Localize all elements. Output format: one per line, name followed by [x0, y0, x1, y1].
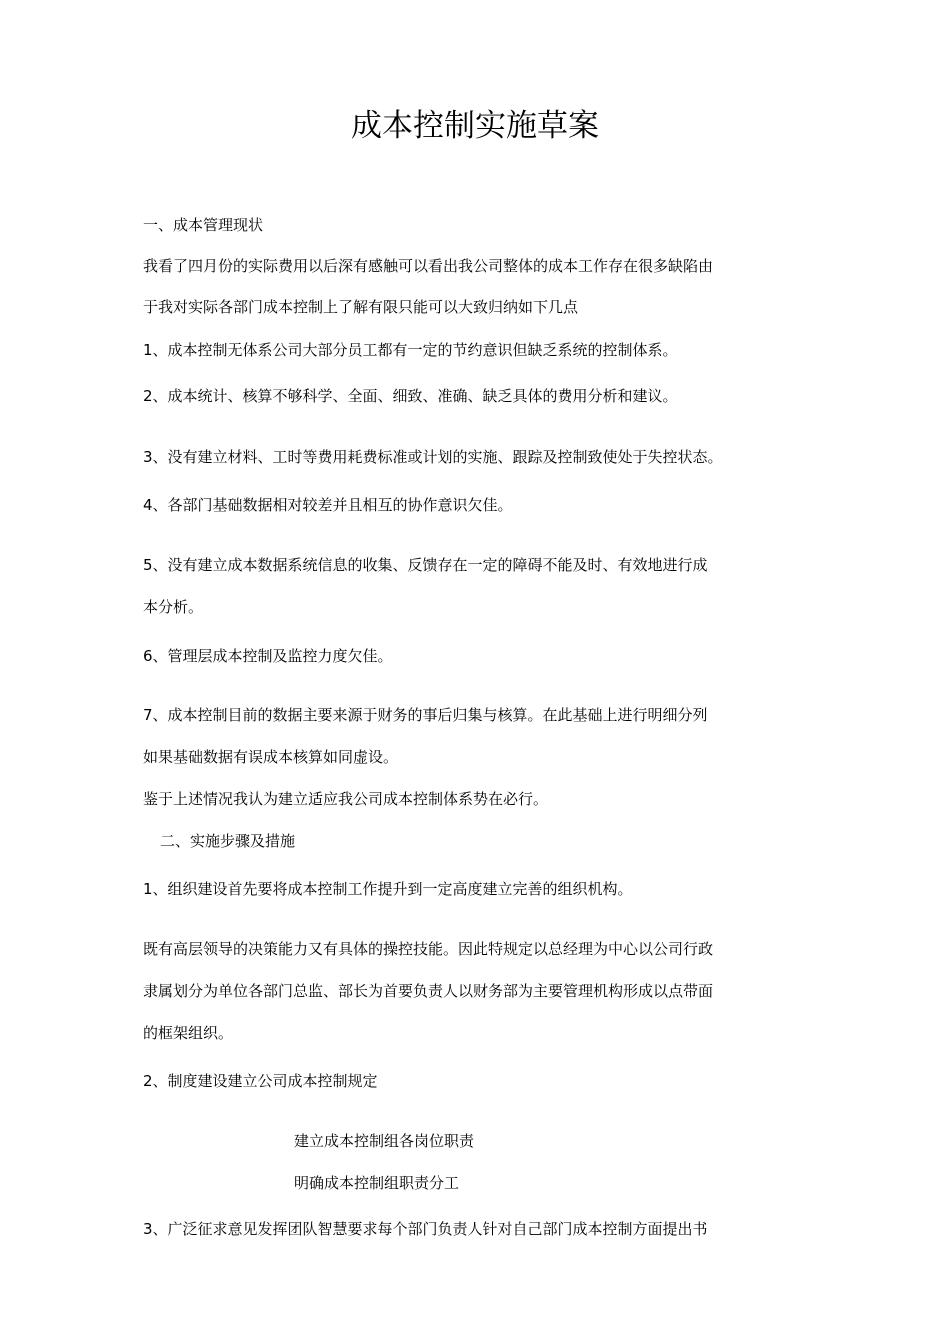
step-item-2: 2、制度建设建立公司成本控制规定 — [143, 1072, 378, 1090]
list-item-5-continued: 本分析。 — [143, 598, 204, 616]
document-title: 成本控制实施草案 — [351, 108, 599, 144]
list-item-4: 4、各部门基础数据相对较差并且相互的协作意识欠佳。 — [143, 496, 513, 514]
sub-item: 建立成本控制组各岗位职责 — [294, 1132, 475, 1150]
sub-item: 明确成本控制组职责分工 — [294, 1174, 460, 1192]
paragraph-line: 的框架组织。 — [143, 1024, 234, 1042]
step-item-3: 3、广泛征求意见发挥团队智慧要求每个部门负责人针对自己部门成本控制方面提出书 — [143, 1220, 708, 1238]
paragraph-line: 鉴于上述情况我认为建立适应我公司成本控制体系势在必行。 — [143, 790, 549, 808]
list-item-7: 7、成本控制目前的数据主要来源于财务的事后归集与核算。在此基础上进行明细分列 — [143, 706, 708, 724]
step-item-1: 1、组织建设首先要将成本控制工作提升到一定高度建立完善的组织机构。 — [143, 880, 633, 898]
paragraph-line: 隶属划分为单位各部门总监、部长为首要负责人以财务部为主要管理机构形成以点带面 — [143, 982, 714, 1000]
list-item-1: 1、成本控制无体系公司大部分员工都有一定的节约意识但缺乏系统的控制体系。 — [143, 341, 678, 359]
list-item-7-continued: 如果基础数据有误成本核算如同虚设。 — [143, 748, 399, 766]
paragraph-line: 既有高层领导的决策能力又有具体的操控技能。因此特规定以总经理为中心以公司行政 — [143, 940, 714, 958]
section-heading-current-status: 一、成本管理现状 — [143, 216, 264, 234]
paragraph-line: 于我对实际各部门成本控制上了解有限只能可以大致归纳如下几点 — [143, 298, 579, 316]
list-item-3: 3、没有建立材料、工时等费用耗费标准或计划的实施、跟踪及控制致使处于失控状态。 — [143, 448, 723, 466]
list-item-6: 6、管理层成本控制及监控力度欠佳。 — [143, 647, 393, 665]
list-item-2: 2、成本统计、核算不够科学、全面、细致、准确、缺乏具体的费用分析和建议。 — [143, 387, 678, 405]
section-heading-steps: 二、实施步骤及措施 — [160, 832, 296, 850]
paragraph-line: 我看了四月份的实际费用以后深有感触可以看出我公司整体的成本工作存在很多缺陷由 — [143, 257, 714, 275]
list-item-5: 5、没有建立成本数据系统信息的收集、反馈存在一定的障碍不能及时、有效地进行成 — [143, 556, 708, 574]
